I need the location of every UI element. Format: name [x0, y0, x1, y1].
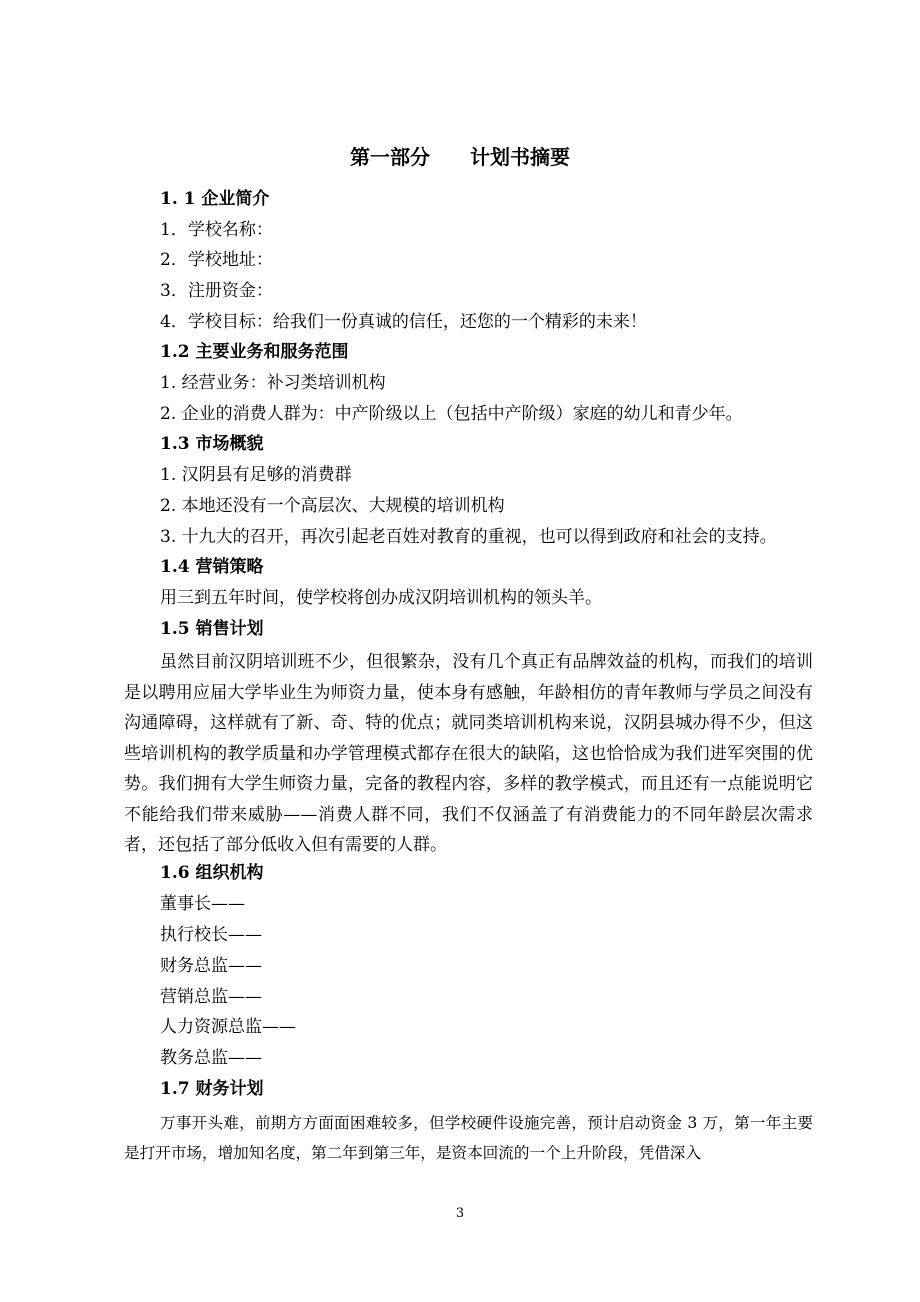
section-heading-1-7: 1.7 财务计划 — [160, 1079, 264, 1099]
section-heading-1-5: 1.5 销售计划 — [160, 619, 264, 639]
section-heading-1-2: 1.2 主要业务和服务范围 — [160, 342, 349, 362]
section-heading-1-1: 1. 1 企业简介 — [160, 189, 270, 209]
page-title: 第一部分 计划书摘要 — [350, 145, 570, 169]
list-item: 2．学校地址： — [160, 250, 273, 270]
list-item: 3. 十九大的召开，再次引起老百姓对教育的重视，也可以得到政府和社会的支持。 — [160, 527, 777, 547]
list-item: 人力资源总监—— — [160, 1017, 296, 1037]
list-item: 教务总监—— — [160, 1048, 262, 1068]
list-item: 董事长—— — [160, 894, 245, 914]
section-heading-1-4: 1.4 营销策略 — [160, 557, 264, 577]
page-number: 3 — [455, 1206, 465, 1221]
section-paragraph: 虽然目前汉阴培训班不少，但很繁杂，没有几个真正有品牌效益的机构，而我们的培训是以聘用应届大学毕业生为师资力量，使本身有感触，年龄相仿的青年教师与学员之间没有沟通障碍，这样就有了新、奇、特的优点；就同类培训机构来说，汉阴县城办得不少，但这些培训机构的教学质量和办学管理模式都存在很大的缺陷，这也恰恰成为我们进军突围的优势。我们拥有大学生师资力量，完备的教程内容，多样的教学模式，而且还有一点能说明它不能给我们带来威胁——消费人群不同，我们不仅涵盖了有消费能力的不同年龄层次需求者，还包括了部分低收入但有需要的人群。 — [124, 652, 813, 855]
section-text: 用三到五年时间，使学校将创办成汉阴培训机构的领头羊。 — [160, 588, 602, 608]
list-item: 营销总监—— — [160, 987, 262, 1007]
list-item: 执行校长—— — [160, 925, 262, 945]
section-heading-1-6: 1.6 组织机构 — [160, 863, 264, 883]
list-item: 1．学校名称： — [160, 220, 273, 240]
section-heading-1-3: 1.3 市场概貌 — [160, 434, 264, 454]
list-item: 财务总监—— — [160, 956, 262, 976]
list-item: 1. 汉阴县有足够的消费群 — [160, 465, 352, 485]
list-item: 1. 经营业务：补习类培训机构 — [160, 373, 386, 393]
list-item: 3．注册资金： — [160, 281, 273, 301]
list-item: 2. 企业的消费人群为：中产阶级以上（包括中产阶级）家庭的幼儿和青少年。 — [160, 404, 743, 424]
section-paragraph: 万事开头难，前期方方面面困难较多，但学校硬件设施完善，预计启动资金 3 万，第一年主要是打开市场，增加知名度，第二年到第三年，是资本回流的一个上升阶段，凭借深入 — [124, 1114, 813, 1162]
list-item: 4．学校目标：给我们一份真诚的信任，还您的一个精彩的未来！ — [160, 312, 647, 332]
list-item: 2. 本地还没有一个高层次、大规模的培训机构 — [160, 496, 505, 516]
